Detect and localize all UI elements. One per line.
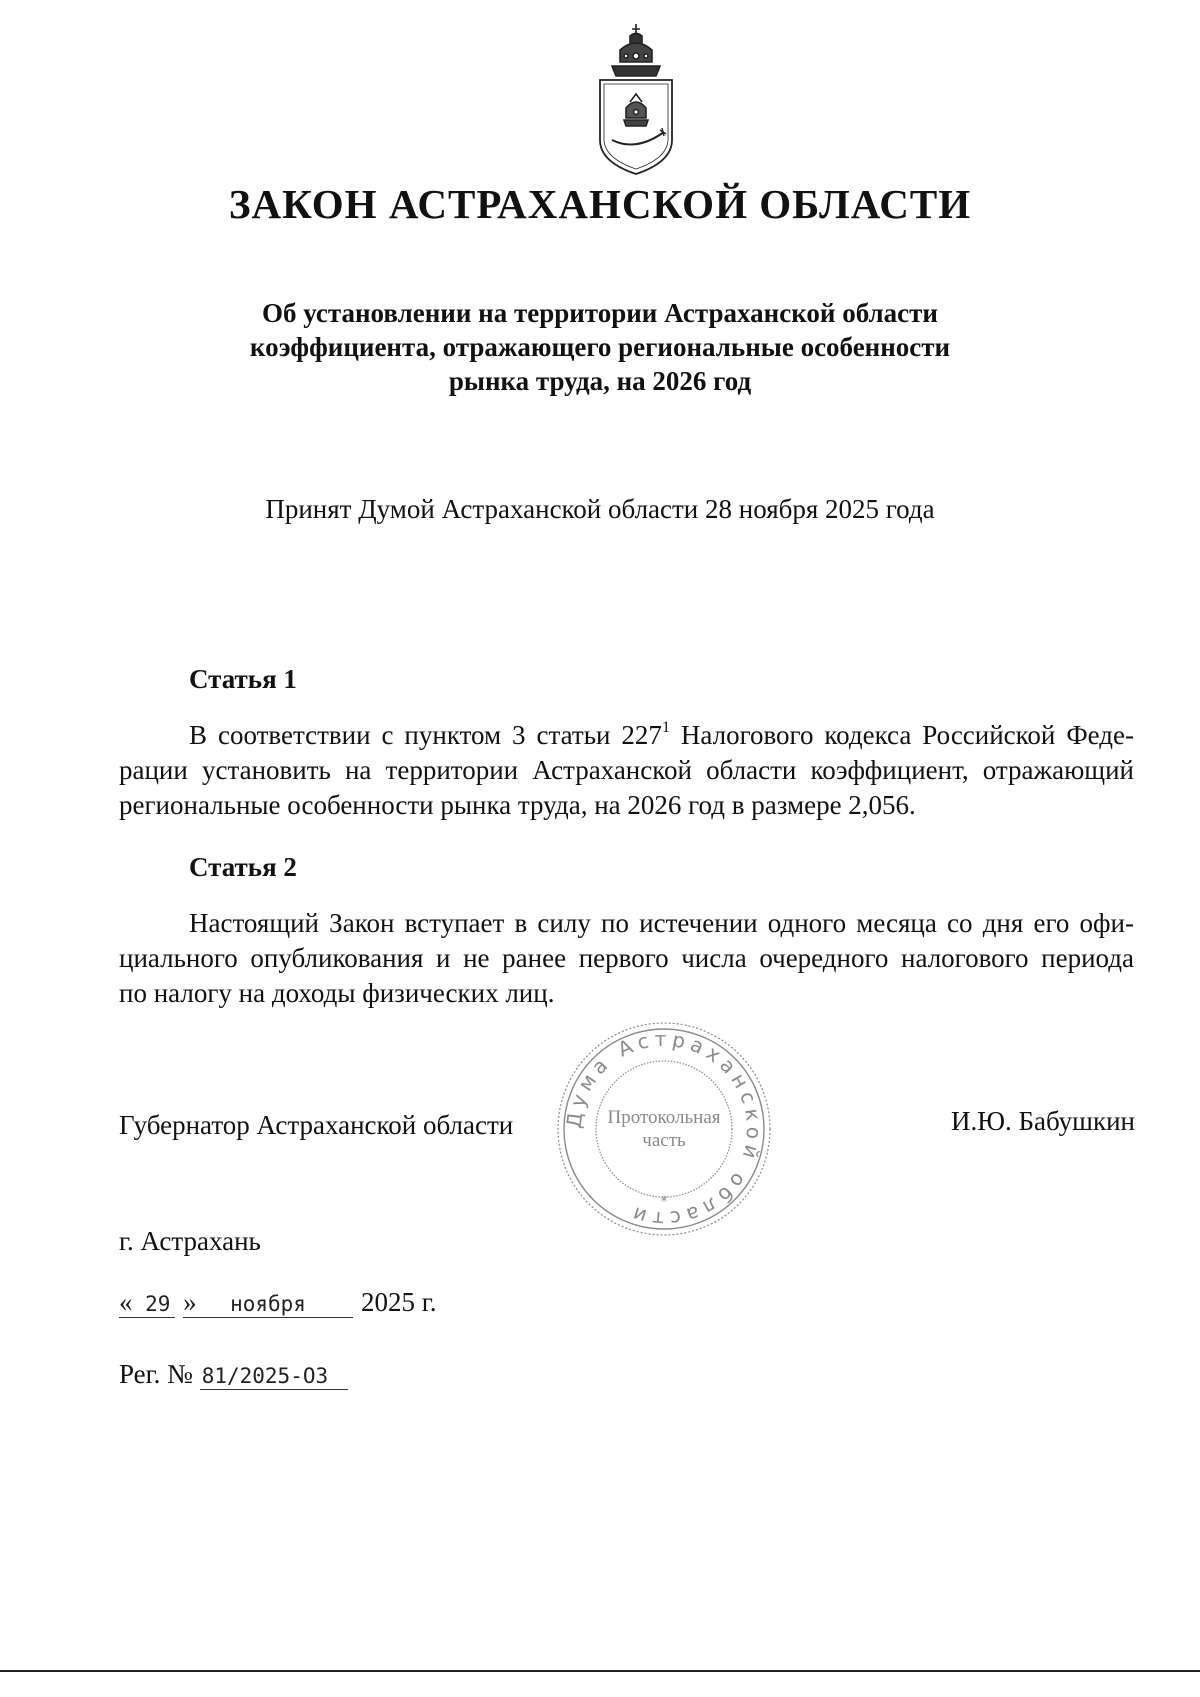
subject-line-2: коэффициента, отражающего региональные особенности bbox=[249, 332, 951, 362]
law-subject bbox=[200, 296, 1000, 398]
adoption-note: Принят Думой Астраханской области 28 ноября 2025 года bbox=[265, 494, 935, 524]
registration-label: Рег. № bbox=[119, 1359, 193, 1389]
registration-number: 81/2025-ОЗ bbox=[200, 1363, 348, 1390]
place-of-signing: г. Астрахань bbox=[119, 1226, 261, 1256]
date-day-field: « 29 » bbox=[119, 1287, 197, 1317]
stamp-center-line-2: часть bbox=[642, 1130, 686, 1151]
article-2-line-1: Настоящий Закон вступает в силу по истечении одного месяца со дня его офи- bbox=[189, 908, 1134, 938]
superscript: 1 bbox=[661, 719, 670, 736]
law-title: ЗАКОН АСТРАХАНСКОЙ ОБЛАСТИ bbox=[228, 181, 972, 227]
registration-line bbox=[119, 1359, 348, 1390]
article-1-text bbox=[119, 718, 1134, 823]
subject-line-1: Об установлении на территории Астраханской области bbox=[262, 298, 938, 328]
subject-line-3: рынка труда, на 2026 год bbox=[448, 366, 752, 396]
article-2-line-3: по налогу на доходы физических лиц. bbox=[119, 978, 555, 1008]
stamp-ring-text: Дума Астраханской области bbox=[561, 1026, 767, 1232]
article-2-heading: Статья 2 bbox=[189, 852, 297, 882]
governor-name: И.Ю. Бабушкин bbox=[950, 1106, 1135, 1136]
article-1-line-3: региональные особенности рынка труда, на 2026 год в размере 2,056. bbox=[119, 790, 916, 820]
date-month-field: ноября bbox=[183, 1291, 353, 1318]
stamp-center-line-1: Протокольная bbox=[607, 1107, 721, 1128]
official-stamp bbox=[553, 1018, 775, 1240]
governor-title: Губернатор Астраханской области bbox=[119, 1110, 514, 1140]
article-2-line-2: циального опубликования и не ранее первого числа очередного налогового периода bbox=[119, 943, 1134, 973]
article-1-line-2: рации установить на территории Астраханской области коэффициент, отражающий bbox=[119, 755, 1134, 785]
article-1-line-1: В соответствии с пунктом 3 статьи $227^1$ Налогового кодекса Российской Феде- bbox=[189, 719, 1134, 750]
coat-of-arms-icon bbox=[590, 22, 682, 180]
date-year: 2025 г. bbox=[361, 1287, 437, 1317]
signing-date bbox=[119, 1287, 437, 1318]
svg-text:*: * bbox=[660, 1194, 668, 1210]
article-1-heading: Статья 1 bbox=[189, 664, 297, 694]
footer-divider bbox=[0, 1670, 1200, 1672]
article-2-text bbox=[119, 906, 1134, 1011]
